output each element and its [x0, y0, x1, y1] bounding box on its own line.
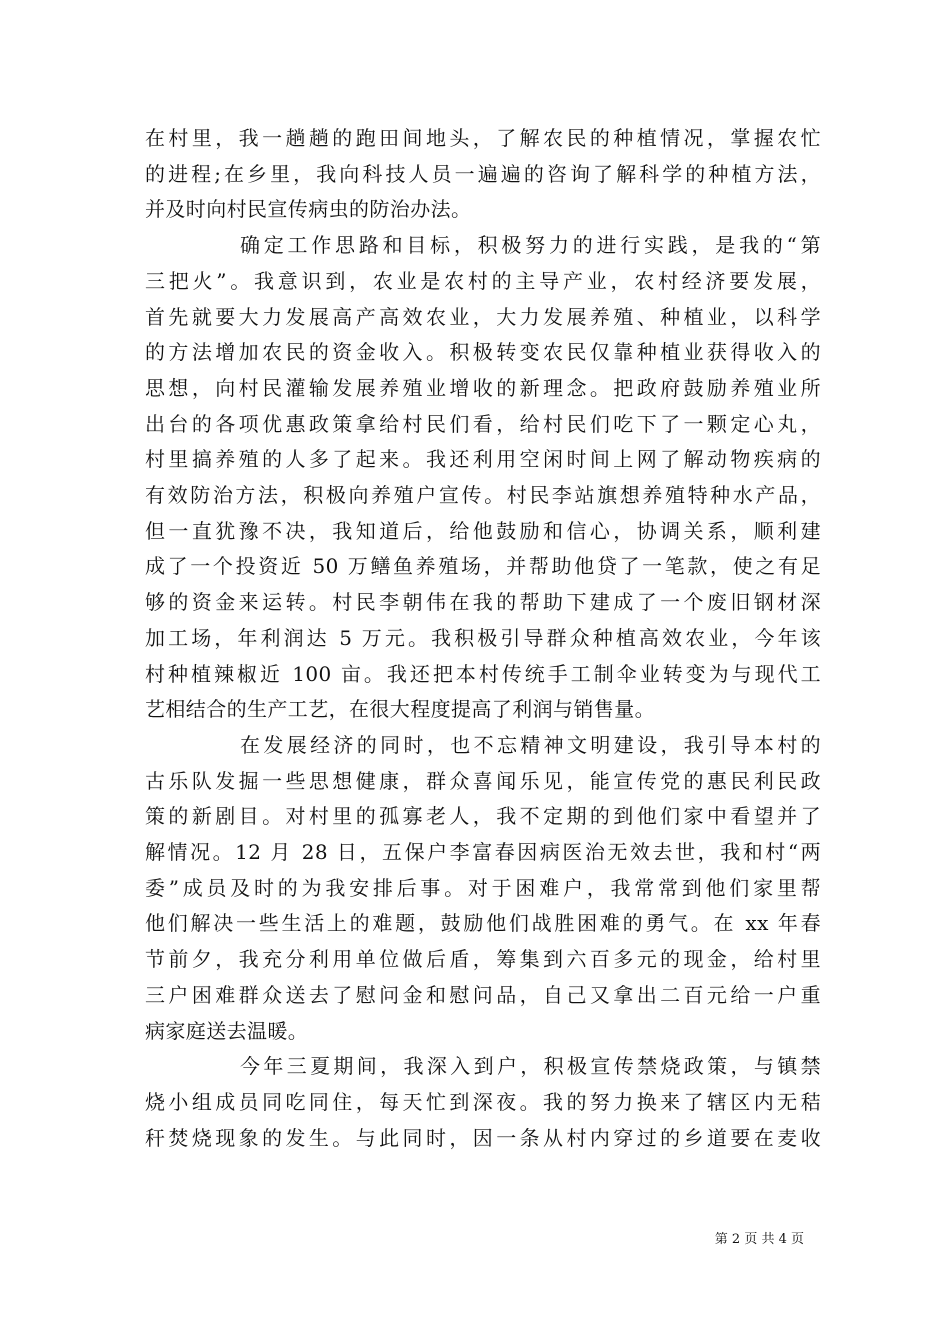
text-line: 烧小组成员同吃同住，每天忙到深夜。我的努力换来了辖区内无秸	[145, 1089, 821, 1114]
text-line: 出台的各项优惠政策拿给村民们看，给村民们吃下了一颗定心丸，	[145, 411, 821, 436]
text-line: 在发展经济的同时，也不忘精神文明建设，我引导本村的	[240, 732, 821, 757]
text-line: 古乐队发掘一些思想健康，群众喜闻乐见，能宣传党的惠民利民政	[145, 768, 821, 793]
paragraph	[145, 728, 821, 1049]
text-line: 委”成员及时的为我安排后事。对于困难户，我常常到他们家里帮	[145, 875, 821, 900]
text-line: 成了一个投资近 50 万鳝鱼养殖场，并帮助他贷了一笔款，使之有足	[145, 554, 821, 579]
text-line: 三把火”。我意识到，农业是农村的主导产业，农村经济要发展，	[145, 268, 821, 293]
text-line: 解情况。12 月 28 日，五保户李富春因病医治无效去世，我和村“两	[145, 840, 821, 865]
page-number-footer: 第 2 页 共 4 页	[714, 1232, 804, 1247]
text-line: 的进程;在乡里，我向科技人员一遍遍的咨询了解科学的种植方法，	[145, 161, 821, 186]
text-line: 秆焚烧现象的发生。与此同时，因一条从村内穿过的乡道要在麦收	[145, 1125, 821, 1150]
paragraph	[145, 228, 821, 728]
text-line: 三户困难群众送去了慰问金和慰问品，自己又拿出二百元给一户重	[145, 982, 821, 1007]
text-line: 策的新剧目。对村里的孤寡老人，我不定期的到他们家中看望并了	[145, 804, 821, 829]
text-line: 病家庭送去温暖。	[145, 1018, 309, 1043]
text-line: 艺相结合的生产工艺，在很大程度提高了利润与销售量。	[145, 697, 655, 722]
text-line: 村里搞养殖的人多了起来。我还利用空闲时间上网了解动物疾病的	[145, 447, 821, 472]
text-line: 今年三夏期间，我深入到户，积极宣传禁烧政策，与镇禁	[240, 1054, 821, 1079]
paragraph	[145, 121, 821, 228]
text-line: 确定工作思路和目标，积极努力的进行实践，是我的“第	[240, 233, 821, 258]
text-line: 有效防治方法，积极向养殖户宣传。村民李站旗想养殖特种水产品，	[145, 483, 821, 508]
text-line: 节前夕，我充分利用单位做后盾，筹集到六百多元的现金，给村里	[145, 947, 821, 972]
text-line: 够的资金来运转。村民李朝伟在我的帮助下建成了一个废旧钢材深	[145, 590, 821, 615]
text-line: 首先就要大力发展高产高效农业，大力发展养殖、种植业，以科学	[145, 304, 821, 329]
text-line: 他们解决一些生活上的难题，鼓励他们战胜困难的勇气。在 xx 年春	[145, 911, 821, 936]
text-line: 的方法增加农民的资金收入。积极转变农民仅靠种植业获得收入的	[145, 340, 821, 365]
text-line: 在村里，我一趟趟的跑田间地头，了解农民的种植情况，掌握农忙	[145, 126, 821, 150]
paragraph	[145, 1049, 821, 1156]
text-line: 村种植辣椒近 100 亩。我还把本村传统手工制伞业转变为与现代工	[145, 661, 821, 686]
text-line: 但一直犹豫不决，我知道后，给他鼓励和信心，协调关系，顺利建	[145, 518, 821, 543]
text-line: 思想，向村民灌输发展养殖业增收的新理念。把政府鼓励养殖业所	[145, 375, 821, 400]
text-line: 加工场，年利润达 5 万元。我积极引导群众种植高效农业，今年该	[145, 625, 821, 650]
document-body	[145, 121, 821, 1156]
text-line: 并及时向村民宣传病虫的防治办法。	[145, 197, 472, 222]
